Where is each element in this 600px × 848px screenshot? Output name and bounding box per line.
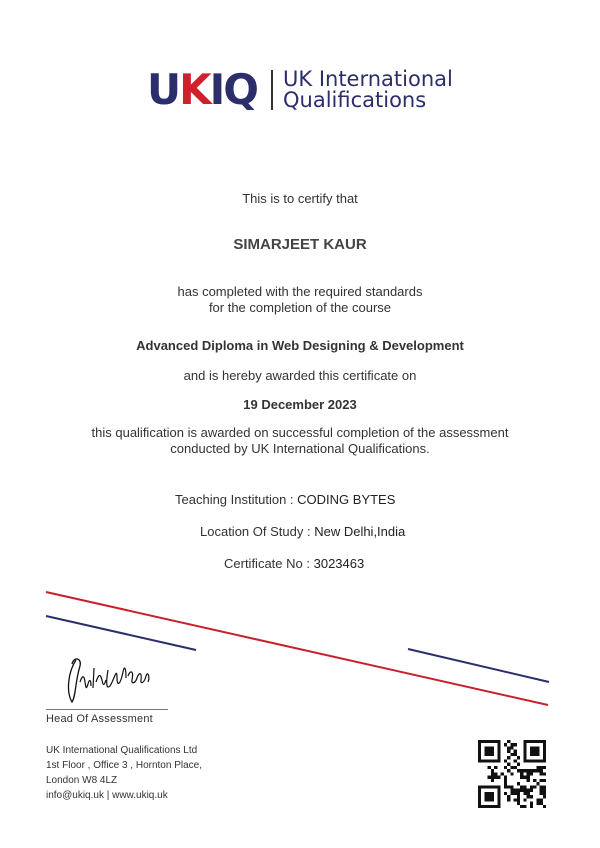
assessment-line-1: this qualification is awarded on successful completion of the assessment xyxy=(91,425,509,440)
location-label: Location Of Study : xyxy=(200,524,311,539)
institution-label: Teaching Institution : xyxy=(175,492,294,507)
logo-text-line1: UK International xyxy=(283,67,453,91)
address-line-1: UK International Qualifications Ltd xyxy=(46,745,198,756)
navy-diagonal-line-right xyxy=(408,649,549,682)
address-line-2: 1st Floor , Office 3 , Hornton Place, xyxy=(46,760,202,771)
logo-mark-k: K xyxy=(179,65,210,114)
award-date: 19 December 2023 xyxy=(243,397,357,412)
completed-line-1: has completed with the required standards xyxy=(177,284,423,299)
logo-mark-iq: IQ xyxy=(209,65,257,114)
awarded-line: and is hereby awarded this certificate on xyxy=(183,368,417,383)
contact-line: info@ukiq.uk | www.ukiq.uk xyxy=(46,790,168,801)
course-name: Advanced Diploma in Web Designing & Development xyxy=(136,338,464,353)
signature-line xyxy=(46,709,168,710)
certificate-number-label: Certificate No : xyxy=(224,556,310,571)
logo-mark-u: U xyxy=(147,65,180,114)
location-value: New Delhi,India xyxy=(314,524,406,539)
signature-title: Head Of Assessment xyxy=(46,713,153,725)
qr-code-image xyxy=(478,740,546,808)
recipient-name: SIMARJEET KAUR xyxy=(233,236,367,253)
completed-line-2: for the completion of the course xyxy=(208,300,392,315)
logo-text-line2: Qualifications xyxy=(283,88,427,112)
certificate-number-value: 3023463 xyxy=(313,556,365,571)
signature-image xyxy=(62,652,154,706)
certify-intro: This is to certify that xyxy=(242,191,358,206)
institution-value: CODING BYTES xyxy=(297,492,396,507)
address-block xyxy=(46,743,202,803)
address-line-3: London W8 4LZ xyxy=(46,775,118,786)
assessment-line-2: conducted by UK International Qualifications. xyxy=(170,441,430,456)
